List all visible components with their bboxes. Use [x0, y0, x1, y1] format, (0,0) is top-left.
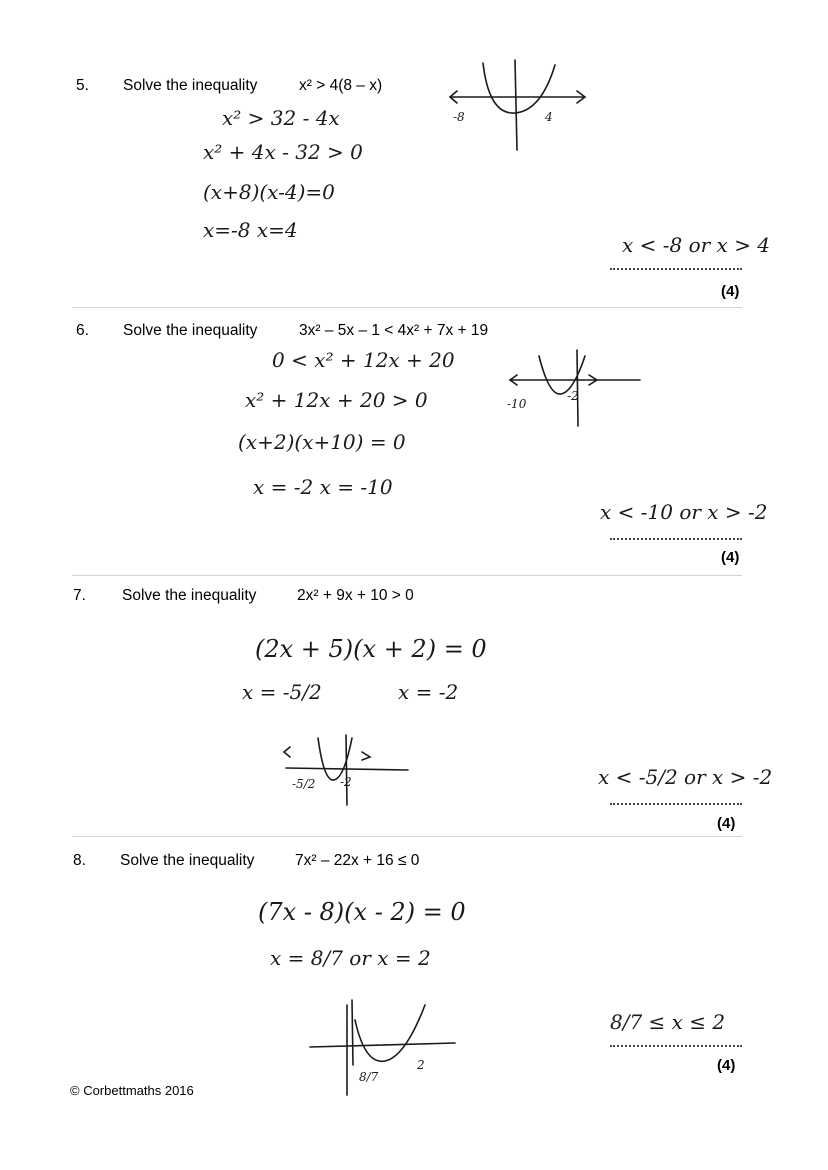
sketch-root-label: -5/2	[292, 777, 316, 791]
answer: x < -5/2 or x > -2	[598, 765, 773, 789]
sketch-root-label: 2	[417, 1058, 425, 1072]
question-divider	[72, 307, 742, 308]
question-number: 7.	[73, 587, 86, 604]
answer: x < -8 or x > 4	[622, 233, 771, 257]
working-line: (x+8)(x-4)=0	[203, 180, 335, 204]
working-line: x=-8 x=4	[203, 218, 298, 242]
sketch-root-label: 4	[545, 110, 553, 124]
working-line: x = 8/7 or x = 2	[270, 946, 431, 970]
question-prompt: Solve the inequality	[123, 77, 258, 94]
question-divider	[72, 836, 742, 837]
answer-line	[610, 538, 742, 540]
answer-line	[610, 268, 742, 270]
working-line: x² + 4x - 32 > 0	[203, 140, 363, 164]
sketch-root-label: -8	[453, 110, 465, 124]
marks: (4)	[721, 283, 740, 300]
answer-line	[610, 1045, 742, 1047]
parabola-sketch	[505, 348, 645, 428]
question-expression: 3x² – 5x – 1 < 4x² + 7x + 19	[299, 322, 489, 339]
working-line: (x+2)(x+10) = 0	[238, 430, 406, 454]
sketch-root-label: -2	[567, 389, 579, 403]
working-line: x = -2 x = -10	[253, 475, 393, 499]
parabola-sketch	[278, 730, 418, 810]
question-expression: 7x² – 22x + 16 ≤ 0	[295, 852, 420, 869]
question-prompt: Solve the inequality	[122, 587, 257, 604]
sketch-root-label: -10	[507, 397, 527, 411]
marks: (4)	[717, 815, 736, 832]
question-number: 6.	[76, 322, 89, 339]
question-prompt: Solve the inequality	[120, 852, 255, 869]
working-line: (7x - 8)(x - 2) = 0	[258, 898, 466, 926]
sketch-root-label: 8/7	[359, 1070, 379, 1084]
question-divider	[72, 575, 742, 576]
question-expression: x² > 4(8 – x)	[299, 77, 383, 94]
question-number: 8.	[73, 852, 86, 869]
working-line: x² + 12x + 20 > 0	[245, 388, 428, 412]
working-line: 0 < x² + 12x + 20	[272, 348, 455, 372]
sketch-root-label: -2	[340, 775, 352, 789]
working-line: x = -2	[398, 680, 459, 704]
working-line: (2x + 5)(x + 2) = 0	[255, 635, 487, 663]
answer-line	[610, 803, 742, 805]
copyright-footer: © Corbettmaths 2016	[70, 1083, 194, 1098]
marks: (4)	[721, 549, 740, 566]
question-expression: 2x² + 9x + 10 > 0	[297, 587, 414, 604]
question-prompt: Solve the inequality	[123, 322, 258, 339]
answer: x < -10 or x > -2	[600, 500, 768, 524]
parabola-sketch	[445, 55, 595, 155]
question-number: 5.	[76, 77, 89, 94]
marks: (4)	[717, 1057, 736, 1074]
answer: 8/7 ≤ x ≤ 2	[610, 1010, 726, 1034]
working-line: x² > 32 - 4x	[222, 106, 340, 130]
parabola-sketch	[305, 995, 465, 1100]
working-line: x = -5/2	[242, 680, 322, 704]
